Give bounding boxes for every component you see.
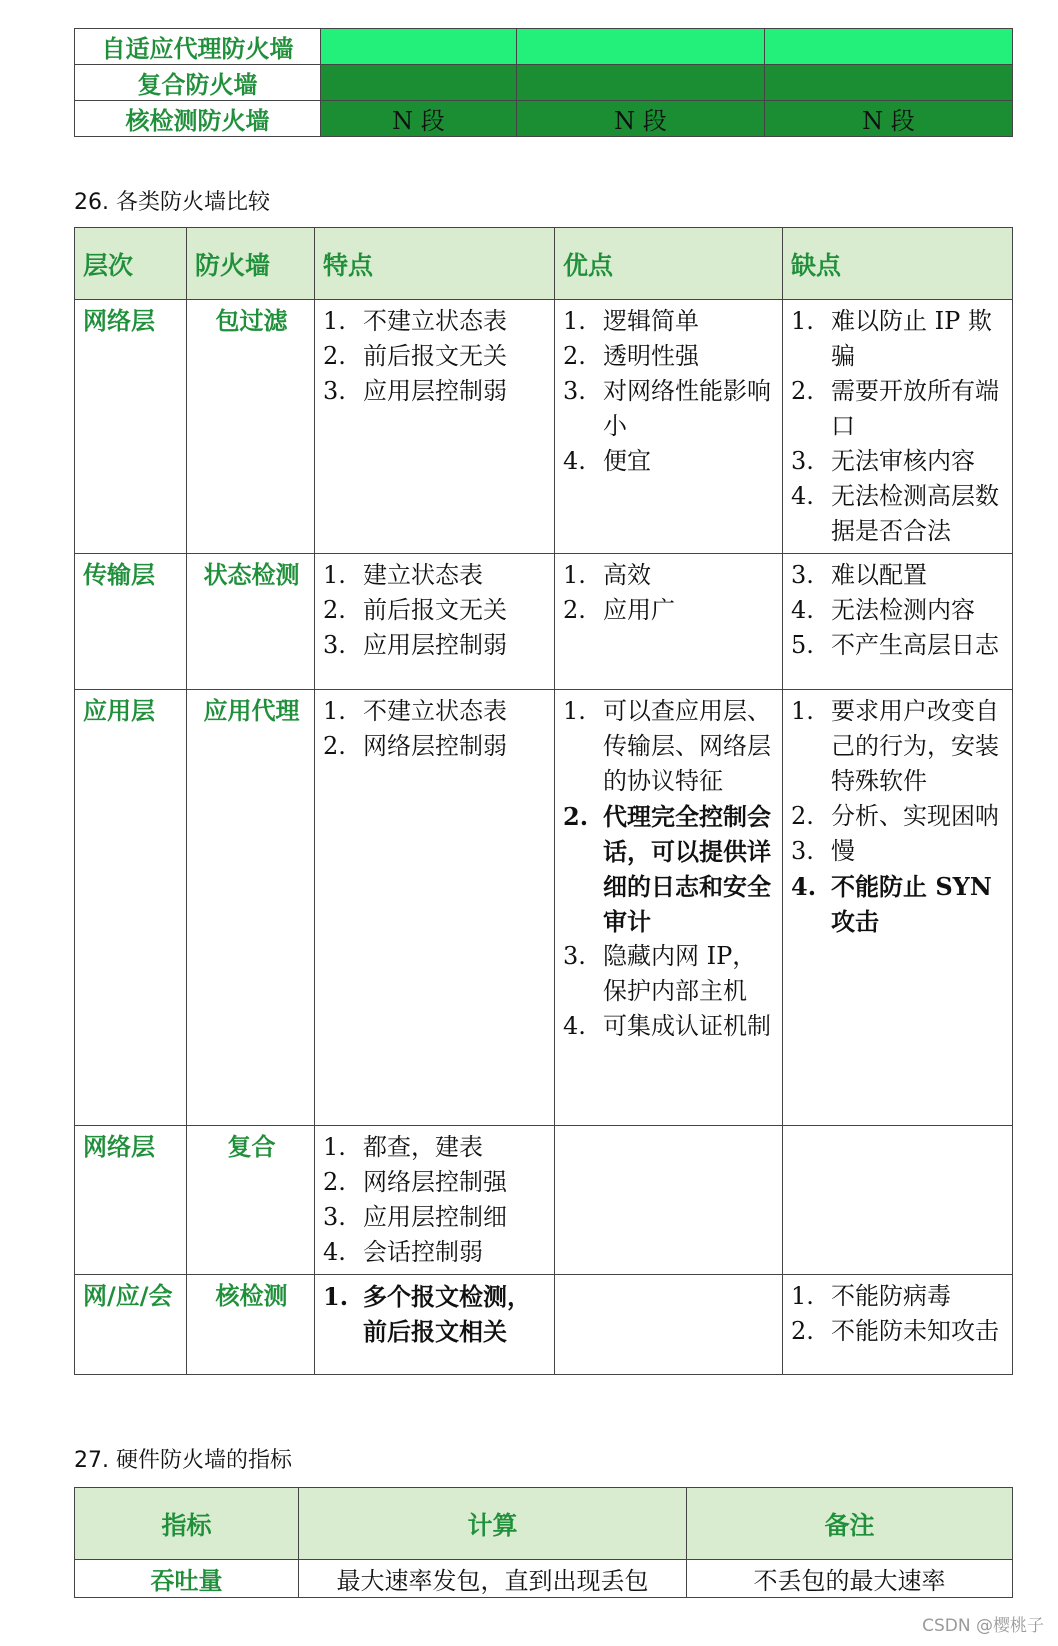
list-text: 要求用户改变自己的行为，安装特殊软件 <box>831 697 999 795</box>
list-text: 应用层控制弱 <box>363 377 507 405</box>
list-item <box>563 444 776 479</box>
comparison-row <box>75 300 1013 554</box>
list-number: 1. <box>323 561 346 589</box>
list-number: 3. <box>563 377 586 405</box>
list-text: 无法检测内容 <box>831 596 975 624</box>
top-table <box>74 28 1013 137</box>
layer-cell: 应用层 <box>75 690 187 1126</box>
pros-cell <box>555 300 783 554</box>
comparison-row <box>75 1275 1013 1375</box>
list-text: 可以查应用层、传输层、网络层的协议特征 <box>603 697 771 795</box>
list-item <box>791 628 1006 663</box>
comparison-row <box>75 554 1013 690</box>
list-item <box>563 374 776 444</box>
cons-cell-list <box>791 1279 1006 1349</box>
pros-cell-list <box>563 304 776 479</box>
list-text: 对网络性能影响小 <box>603 377 771 440</box>
firewall-cell: 应用代理 <box>187 690 315 1126</box>
list-text: 不建立状态表 <box>363 697 507 725</box>
list-number: 2. <box>791 802 814 830</box>
features-cell-list <box>323 694 548 764</box>
pros-cell <box>555 1126 783 1275</box>
list-number: 3. <box>563 942 586 970</box>
list-text: 网络层控制强 <box>363 1168 507 1196</box>
header-calc: 计算 <box>299 1488 687 1560</box>
list-text: 应用广 <box>603 596 675 624</box>
list-item <box>791 1314 1006 1349</box>
list-item <box>563 304 776 339</box>
list-number: 1. <box>791 1282 814 1310</box>
firewall-type-label: 复合防火墙 <box>75 65 321 101</box>
header-firewall: 防火墙 <box>187 228 315 300</box>
list-number: 4. <box>563 447 586 475</box>
list-item <box>323 729 548 764</box>
list-number: 4. <box>791 872 817 901</box>
metrics-header-row <box>75 1488 1013 1560</box>
list-number: 3. <box>323 377 346 405</box>
segment-cell <box>321 29 517 65</box>
list-item <box>791 834 1006 869</box>
list-number: 4. <box>791 596 814 624</box>
list-number: 2. <box>563 596 586 624</box>
pros-cell <box>555 554 783 690</box>
calc-cell: 最大速率发包，直到出现丢包 <box>299 1560 687 1598</box>
list-text: 多个报文检测，前后报文相关 <box>363 1282 531 1346</box>
list-item <box>323 1130 548 1165</box>
features-cell-list <box>323 558 548 663</box>
segment-cell: N 段 <box>765 101 1013 137</box>
cons-cell-list <box>791 694 1006 939</box>
features-cell <box>315 690 555 1126</box>
list-text: 代理完全控制会话，可以提供详细的日志和安全审计 <box>603 802 771 936</box>
list-number: 2. <box>323 1168 346 1196</box>
list-item <box>791 593 1006 628</box>
pros-cell-list <box>563 694 776 1044</box>
firewall-cell: 核检测 <box>187 1275 315 1375</box>
cons-cell <box>783 300 1013 554</box>
pros-cell-list <box>563 558 776 628</box>
list-text: 不能防病毒 <box>831 1282 951 1310</box>
list-item <box>791 558 1006 593</box>
list-item <box>791 479 1006 549</box>
header-cons: 缺点 <box>783 228 1013 300</box>
list-number: 2. <box>563 802 589 831</box>
list-text: 前后报文无关 <box>363 342 507 370</box>
cons-cell <box>783 554 1013 690</box>
list-item <box>323 593 548 628</box>
list-text: 应用层控制细 <box>363 1203 507 1231</box>
list-number: 1. <box>323 307 346 335</box>
list-number: 2. <box>791 1317 814 1345</box>
list-item <box>323 558 548 593</box>
list-text: 可集成认证机制 <box>603 1012 771 1040</box>
list-item <box>323 1165 548 1200</box>
list-text: 会话控制弱 <box>363 1238 483 1266</box>
list-number: 1. <box>791 697 814 725</box>
top-table-row <box>75 65 1013 101</box>
list-number: 2. <box>791 377 814 405</box>
list-number: 3. <box>791 447 814 475</box>
hardware-firewall-metrics-table <box>74 1487 1013 1598</box>
segment-cell <box>321 65 517 101</box>
list-number: 4. <box>563 1012 586 1040</box>
list-number: 1. <box>563 697 586 725</box>
list-item <box>563 694 776 799</box>
firewall-cell: 状态检测 <box>187 554 315 690</box>
features-cell-list <box>323 1130 548 1270</box>
segment-cell <box>517 65 765 101</box>
list-text: 都查，建表 <box>363 1133 483 1161</box>
list-number: 3. <box>323 1203 346 1231</box>
header-layer: 层次 <box>75 228 187 300</box>
list-item <box>563 558 776 593</box>
csdn-watermark: CSDN @樱桃子 <box>922 1616 1044 1636</box>
features-cell-list <box>323 1279 548 1349</box>
firewall-cell: 复合 <box>187 1126 315 1275</box>
list-text: 高效 <box>603 561 651 589</box>
list-item <box>323 1279 548 1349</box>
list-item <box>323 1200 548 1235</box>
firewall-type-label: 核检测防火墙 <box>75 101 321 137</box>
list-item <box>791 799 1006 834</box>
list-text: 前后报文无关 <box>363 596 507 624</box>
list-number: 1. <box>791 307 814 335</box>
list-text: 需要开放所有端口 <box>831 377 999 440</box>
features-cell <box>315 300 555 554</box>
list-number: 1. <box>323 697 346 725</box>
comparison-row <box>75 690 1013 1126</box>
list-number: 3. <box>323 631 346 659</box>
list-text: 不能防未知攻击 <box>831 1317 999 1345</box>
layer-cell: 传输层 <box>75 554 187 690</box>
list-number: 4. <box>791 482 814 510</box>
list-item <box>323 1235 548 1270</box>
list-text: 不能防止 SYN 攻击 <box>831 872 992 936</box>
cons-cell <box>783 1126 1013 1275</box>
comparison-row <box>75 1126 1013 1275</box>
list-item <box>563 939 776 1009</box>
list-item <box>791 694 1006 799</box>
list-text: 难以防止 IP 欺骗 <box>831 307 992 370</box>
list-item <box>791 1279 1006 1314</box>
list-number: 2. <box>323 596 346 624</box>
list-item <box>323 628 548 663</box>
list-number: 1. <box>323 1133 346 1161</box>
features-cell <box>315 1126 555 1275</box>
cons-cell-list <box>791 304 1006 549</box>
pros-cell <box>555 1275 783 1375</box>
list-item <box>323 304 548 339</box>
list-text: 隐藏内网 IP，保护内部主机 <box>603 942 757 1005</box>
features-cell <box>315 554 555 690</box>
list-item <box>563 799 776 939</box>
metrics-row <box>75 1560 1013 1598</box>
list-item <box>791 374 1006 444</box>
list-number: 2. <box>323 342 346 370</box>
list-number: 2. <box>563 342 586 370</box>
list-text: 建立状态表 <box>363 561 483 589</box>
metric-cell: 吞吐量 <box>75 1560 299 1598</box>
list-text: 透明性强 <box>603 342 699 370</box>
list-item <box>563 593 776 628</box>
list-item <box>563 1009 776 1044</box>
list-item <box>791 444 1006 479</box>
list-item <box>323 694 548 729</box>
segment-cell <box>765 65 1013 101</box>
list-number: 1. <box>323 1282 349 1311</box>
list-text: 应用层控制弱 <box>363 631 507 659</box>
firewall-type-label: 自适应代理防火墙 <box>75 29 321 65</box>
cons-cell-list <box>791 558 1006 663</box>
top-table-row <box>75 101 1013 137</box>
list-item <box>323 374 548 409</box>
features-cell-list <box>323 304 548 409</box>
header-metric: 指标 <box>75 1488 299 1560</box>
cons-cell <box>783 1275 1013 1375</box>
pros-cell <box>555 690 783 1126</box>
list-number: 4. <box>323 1238 346 1266</box>
features-cell <box>315 1275 555 1375</box>
list-number: 5. <box>791 631 814 659</box>
header-pros: 优点 <box>555 228 783 300</box>
list-text: 便宜 <box>603 447 651 475</box>
segment-cell <box>517 29 765 65</box>
list-text: 不产生高层日志 <box>831 631 999 659</box>
list-number: 3. <box>791 837 814 865</box>
list-text: 慢 <box>831 837 855 865</box>
list-number: 3. <box>791 561 814 589</box>
list-text: 不建立状态表 <box>363 307 507 335</box>
list-item <box>791 869 1006 939</box>
list-text: 分析、实现困呐 <box>831 802 999 830</box>
layer-cell: 网/应/会 <box>75 1275 187 1375</box>
layer-cell: 网络层 <box>75 1126 187 1275</box>
list-text: 难以配置 <box>831 561 927 589</box>
segment-cell <box>765 29 1013 65</box>
list-text: 网络层控制弱 <box>363 732 507 760</box>
cons-cell <box>783 690 1013 1126</box>
list-text: 无法审核内容 <box>831 447 975 475</box>
comparison-header-row <box>75 228 1013 300</box>
header-features: 特点 <box>315 228 555 300</box>
note-cell: 不丢包的最大速率 <box>687 1560 1013 1598</box>
firewall-cell: 包过滤 <box>187 300 315 554</box>
segment-cell: N 段 <box>321 101 517 137</box>
section-26-title: 26. 各类防火墙比较 <box>74 190 270 215</box>
list-number: 1. <box>563 307 586 335</box>
section-27-title: 27. 硬件防火墙的指标 <box>74 1448 292 1473</box>
top-table-row <box>75 29 1013 65</box>
list-number: 1. <box>563 561 586 589</box>
list-text: 无法检测高层数据是否合法 <box>831 482 999 545</box>
layer-cell: 网络层 <box>75 300 187 554</box>
header-note: 备注 <box>687 1488 1013 1560</box>
list-text: 逻辑简单 <box>603 307 699 335</box>
list-number: 2. <box>323 732 346 760</box>
segment-cell: N 段 <box>517 101 765 137</box>
firewall-comparison-table <box>74 227 1013 1375</box>
list-item <box>791 304 1006 374</box>
list-item <box>323 339 548 374</box>
list-item <box>563 339 776 374</box>
